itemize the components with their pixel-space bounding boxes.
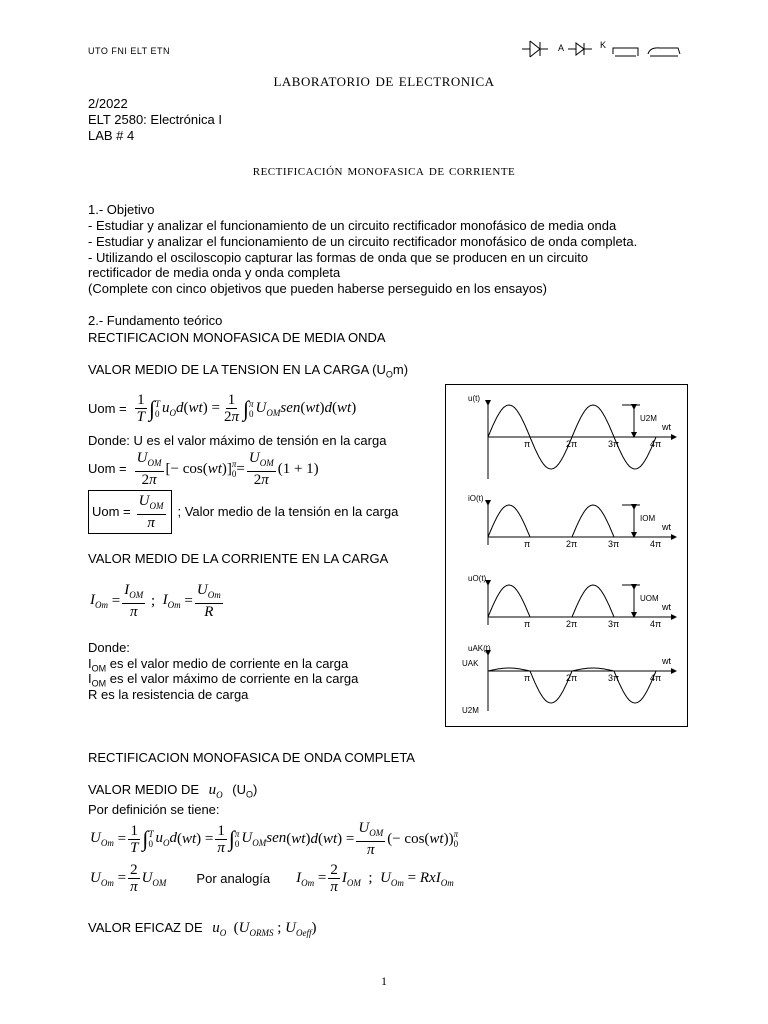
y-axis-label: uO(t) xyxy=(468,574,487,583)
tick-label: 3π xyxy=(608,673,620,683)
meta-course: ELT 2580: Electrónica I xyxy=(88,112,222,127)
tick-label: 4π xyxy=(650,439,662,449)
avg-voltage-heading: VALOR MEDIO DE LA TENSION EN LA CARGA $(U_Om)$ xyxy=(88,362,409,380)
cathode-label: K xyxy=(600,40,607,50)
objective-line: rectificador de media onda y onda completa xyxy=(88,265,341,280)
def-load-resistance: R es la resistencia de carga xyxy=(88,687,249,702)
tick-label: π xyxy=(524,673,531,683)
y-axis-label: u(t) xyxy=(468,394,480,403)
y-axis-label: iO(t) xyxy=(468,494,484,503)
equation-avg-voltage-eval: Uom = $\frac{U_{OM}}{2\pi}$ [− cos( wt )] π 0 = $\frac{U_{OM}}{2\pi}$ (1 + 1) xyxy=(88,450,319,488)
tick-label: 4π xyxy=(650,619,662,629)
equation-avg-voltage-result: Uom = $\frac{U_{OM}}{\pi}$ ; Valor medio de la tensión en la carga xyxy=(88,490,398,534)
objective-line: - Utilizando el osciloscopio capturar las formas de onda que se producen en un circuito xyxy=(88,250,589,265)
tick-label: π xyxy=(524,439,531,449)
tick-label: 2π xyxy=(566,539,578,549)
tick-label: 2π xyxy=(566,619,578,629)
magnitude-label: U2M xyxy=(640,414,657,423)
tick-label: π xyxy=(524,619,531,629)
x-axis-label: wt xyxy=(662,522,671,532)
objective-line: (Complete con cinco objetivos que pueden haberse perseguido en los ensayos) xyxy=(88,281,547,296)
anode-label: A xyxy=(558,43,565,53)
theory-heading: 2.- Fundamento teórico xyxy=(88,313,223,328)
magnitude-label: IOM xyxy=(640,514,656,523)
def-max-current: $I_{OM}$ es el valor máximo de corriente en la carga xyxy=(88,671,359,689)
page-title: laboratorio de electronica xyxy=(273,70,495,90)
x-axis-label: wt xyxy=(662,602,671,612)
objective-line: - Estudiar y analizar el funcionamiento de un circuito rectificador monofásico de media onda xyxy=(88,218,617,233)
x-axis-label: wt xyxy=(662,656,671,666)
waveform-figure xyxy=(445,384,688,727)
tick-label: π xyxy=(524,539,531,549)
waveform-curve xyxy=(488,505,656,537)
meta-lab: LAB # 4 xyxy=(88,128,135,143)
x-axis-label: wt xyxy=(662,422,671,432)
meta-date: 2/2022 xyxy=(88,96,128,111)
def-avg-current: $I_{OM}$ es el valor medio de corriente en la carga xyxy=(88,656,349,674)
tick-label: 3π xyxy=(608,539,620,549)
objective-heading: 1.- Objetivo xyxy=(88,202,155,217)
page-number: 1 xyxy=(381,974,387,988)
diode-symbols-graphic xyxy=(520,38,686,60)
tick-label: 3π xyxy=(608,619,620,629)
equation-full-wave-result: $U_{Om}$ = $\frac{2}{\pi}$ $U_{OM}$ Por analogía $I_{Om}$ = $\frac{2}{\pi}$ $I_{OM}$ ; $U_{Om}$ = RxI$_{Om}$ xyxy=(90,862,454,895)
tick-label: 4π xyxy=(650,673,662,683)
half-wave-heading: RECTIFICACION MONOFASICA DE MEDIA ONDA xyxy=(88,330,386,345)
uak-label: UAK xyxy=(462,659,479,668)
equation-full-wave-avg: $U_{Om}$ = $\frac{1}{T}$ ∫ T 0 $u_Od$ ( wt ) = $\frac{1}{\pi}$ ∫ π 0 $U_{OM}sen$ ( wt ) d ( wt ) = $\frac{U_{OM}}{\pi}$ (− cos( wt )) π 0 xyxy=(90,820,459,858)
u2m-neg-label: U2M xyxy=(462,706,479,715)
rms-heading: VALOR EFICAZ DE $u_O$ ($U_{ORMS}$ ; $U_{Oeff}$) xyxy=(88,920,317,938)
equation-avg-voltage-integral: Uom = $\frac{1}{T}$ ∫ T 0 $u_Od$ ( wt ) = $\frac{1}{2\pi}$ ∫ π 0 $U_{OM}sen$ ( wt ) d ( wt ) xyxy=(88,392,357,425)
avg-current-heading: VALOR MEDIO DE LA CORRIENTE EN LA CARGA xyxy=(88,551,389,566)
tick-label: 2π xyxy=(566,439,578,449)
waveform-curve xyxy=(488,585,656,617)
donde-max-voltage: Donde: U es el valor máximo de tensión en la carga xyxy=(88,433,387,448)
page-subtitle: rectificación monofasica de corriente xyxy=(252,162,516,179)
full-wave-heading: RECTIFICACION MONOFASICA DE ONDA COMPLETA xyxy=(88,750,415,765)
y-axis-label: uAK(t) xyxy=(468,644,491,653)
equation-avg-current: $I_{Om}$ = $\frac{I_{OM}}{\pi}$ ; $I_{Om}$ = $\frac{U_{Om}}{R}$ xyxy=(90,582,221,620)
avg-uo-heading: VALOR MEDIO DE $u_O$ $(U_O)$ xyxy=(88,782,258,800)
objective-line: - Estudiar y analizar el funcionamiento de un circuito rectificador monofásico de onda completa. xyxy=(88,234,638,249)
donde-heading: Donde: xyxy=(88,640,130,655)
tick-label: 2π xyxy=(566,673,578,683)
header-left: UTO FNI ELT ETN xyxy=(88,46,171,56)
tick-label: 4π xyxy=(650,539,662,549)
magnitude-label: UOM xyxy=(640,594,659,603)
tick-label: 3π xyxy=(608,439,620,449)
by-definition: Por definición se tiene: xyxy=(88,802,220,817)
waveform-graphs-svg xyxy=(446,385,687,726)
